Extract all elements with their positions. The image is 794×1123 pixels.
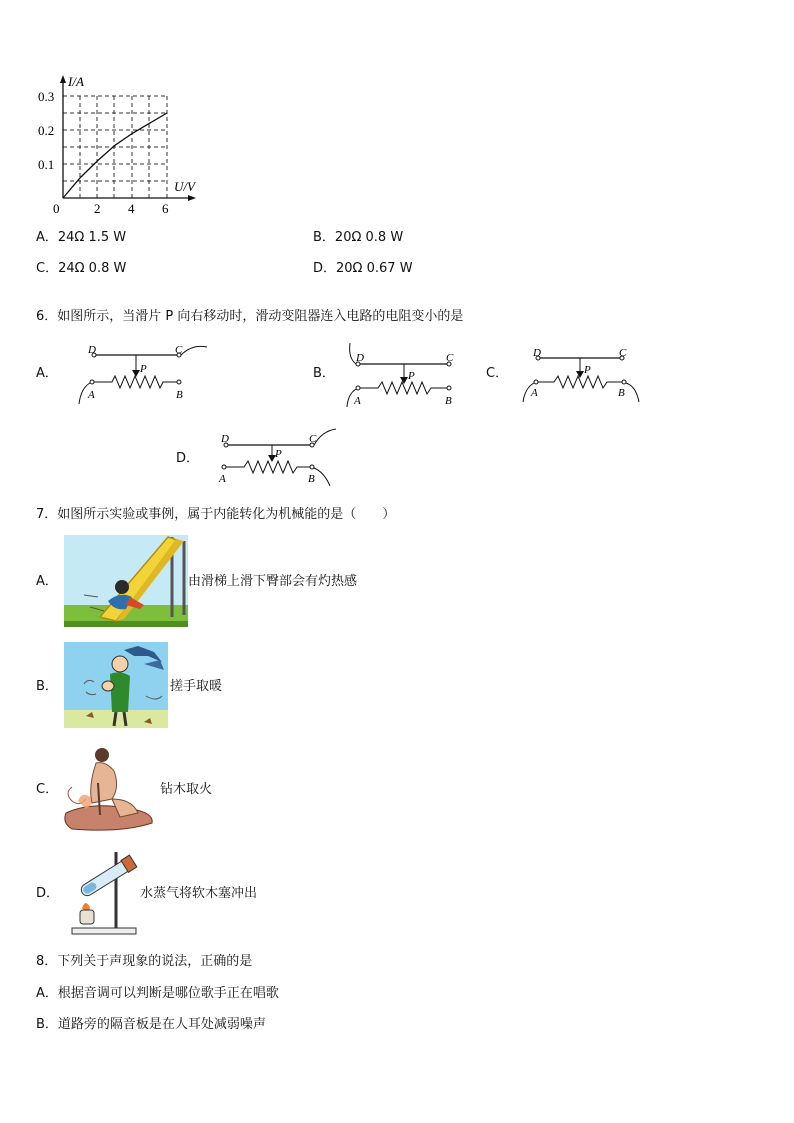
y-axis-arrow <box>60 75 66 83</box>
q5-option-c[interactable]: C．24Ω 0.8 W <box>36 261 127 276</box>
rheostat-diagram-b <box>342 342 472 408</box>
iu-curve-series <box>63 113 167 198</box>
svg-text:A: A <box>88 389 95 401</box>
rheostat-diagram-d <box>212 428 344 490</box>
svg-text:D: D <box>88 344 96 356</box>
svg-text:D: D <box>221 433 229 445</box>
svg-text:A: A <box>219 473 226 485</box>
x-tick: 0 <box>53 201 60 216</box>
q6-option-b-label[interactable]: B． <box>313 366 335 381</box>
svg-text:B: B <box>445 395 452 407</box>
q7-option-a-caption: 由滑梯上滑下臀部会有灼热感 <box>188 574 358 589</box>
q7-option-b-caption: 搓手取暖 <box>170 679 223 694</box>
q6-option-d-label[interactable]: D． <box>176 451 200 466</box>
test-tube-picture <box>66 848 142 938</box>
q7-option-d-caption: 水蒸气将软木塞冲出 <box>140 886 258 901</box>
svg-text:B: B <box>176 389 183 401</box>
x-tick: 2 <box>94 201 101 216</box>
q8-stem: 8．下列关于声现象的说法，正确的是 <box>36 954 253 969</box>
y-tick: 0.1 <box>38 157 55 172</box>
rheostat-diagram-c <box>518 344 646 406</box>
svg-text:C: C <box>619 347 627 359</box>
q8-option-a[interactable]: A．根据音调可以判断是哪位歌手正在唱歌 <box>36 986 279 1001</box>
q7-option-d-label[interactable]: D． <box>36 886 60 901</box>
q7-stem: 7．如图所示实验或事例，属于内能转化为机械能的是（ ） <box>36 507 396 522</box>
svg-text:B: B <box>618 387 625 399</box>
q6-stem: 6．如图所示，当滑片 P 向右移动时，滑动变阻器连入电路的电阻变小的是 <box>36 309 464 324</box>
y-axis-label: I/A <box>68 74 84 89</box>
x-tick: 4 <box>128 201 135 216</box>
q6-option-c-label[interactable]: C． <box>486 366 509 381</box>
y-tick: 0.3 <box>38 89 55 104</box>
q7-option-b-label[interactable]: B． <box>36 679 58 694</box>
svg-text:P: P <box>140 363 147 375</box>
svg-text:A: A <box>531 387 538 399</box>
rubbing-hands-picture <box>64 642 168 728</box>
x-axis-label: U/V <box>174 179 195 194</box>
svg-text:P: P <box>408 370 415 382</box>
q5-option-a[interactable]: A．24Ω 1.5 W <box>36 230 127 245</box>
svg-text:C: C <box>175 344 183 356</box>
q7-option-c-label[interactable]: C． <box>36 782 59 797</box>
x-tick: 6 <box>162 201 169 216</box>
x-axis-arrow <box>188 195 196 201</box>
q7-option-c-caption: 钻木取火 <box>160 782 213 797</box>
q5-option-b[interactable]: B．20Ω 0.8 W <box>313 230 404 245</box>
q7-option-a-label[interactable]: A． <box>36 574 58 589</box>
q8-option-b[interactable]: B．道路旁的隔音板是在人耳处减弱噪声 <box>36 1017 266 1032</box>
svg-text:P: P <box>275 448 282 460</box>
iu-graph <box>36 72 206 217</box>
slide-picture <box>64 535 188 627</box>
graph-grid <box>63 96 167 198</box>
rheostat-diagram-a <box>74 344 214 404</box>
svg-text:D: D <box>533 347 541 359</box>
svg-text:B: B <box>308 473 315 485</box>
q6-option-a-label[interactable]: A． <box>36 366 58 381</box>
y-tick: 0.2 <box>38 123 55 138</box>
svg-text:C: C <box>446 352 454 364</box>
drilling-wood-picture <box>62 743 158 835</box>
svg-text:P: P <box>584 364 591 376</box>
q5-option-d[interactable]: D．20Ω 0.67 W <box>313 261 413 276</box>
svg-text:C: C <box>309 433 317 445</box>
svg-text:D: D <box>356 352 364 364</box>
svg-text:A: A <box>354 395 361 407</box>
